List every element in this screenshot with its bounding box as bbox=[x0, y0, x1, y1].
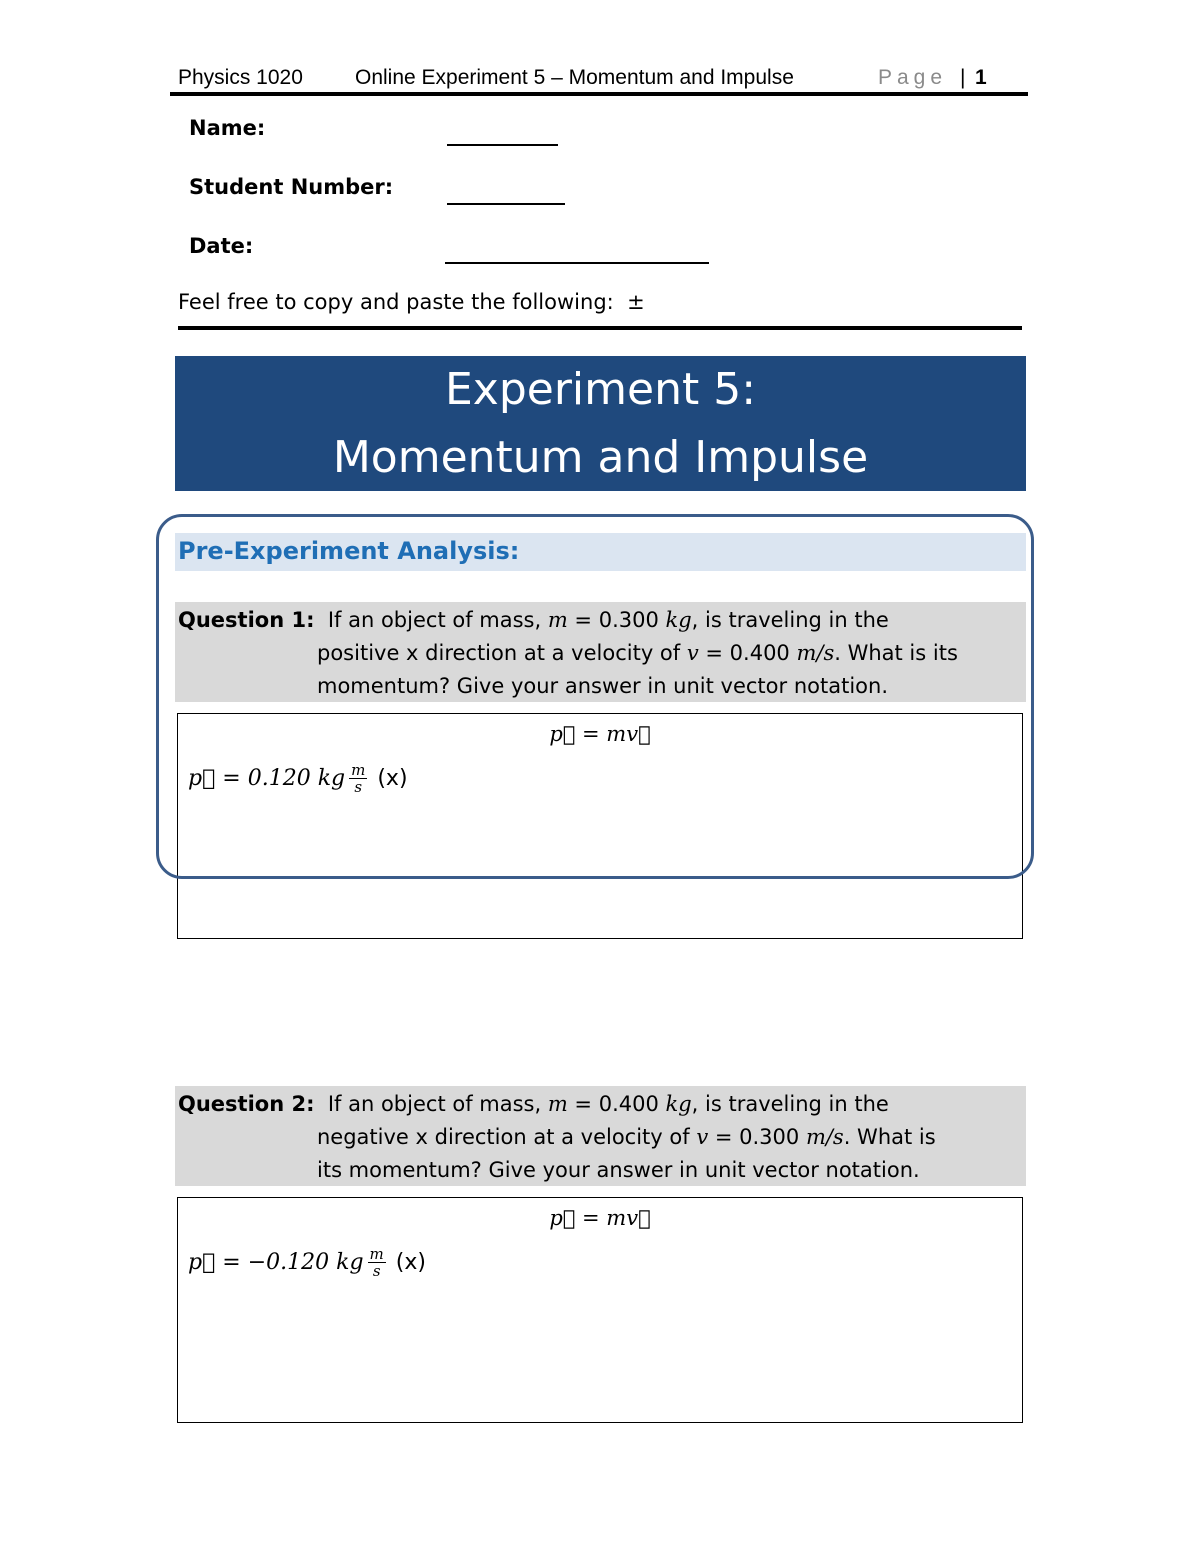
callout-highlight bbox=[156, 514, 1034, 879]
q2-text: If an object of mass, bbox=[327, 1092, 548, 1116]
banner-line2: Momentum and Impulse bbox=[332, 432, 869, 483]
q1-text-post: , is traveling in the bbox=[691, 608, 889, 632]
header-separator: | bbox=[960, 66, 966, 89]
answer-2-formula: p⃗ = mv⃗ bbox=[549, 1206, 651, 1230]
q2-v-value: 0.300 bbox=[739, 1125, 806, 1149]
banner-line1: Experiment 5: bbox=[444, 364, 757, 415]
header-page-number: 1 bbox=[975, 66, 987, 89]
q2-eq: = bbox=[567, 1092, 599, 1116]
name-field-line[interactable] bbox=[447, 144, 558, 146]
q2-m-value: 0.400 bbox=[598, 1092, 666, 1116]
section-title: Pre-Experiment Analysis: bbox=[178, 537, 520, 565]
answer-2-box[interactable] bbox=[177, 1197, 1023, 1423]
name-label: Name: bbox=[189, 116, 266, 140]
question-2-line3: its momentum? Give your answer in unit vector notation. bbox=[317, 1158, 920, 1182]
q1-line2-post: . What is its bbox=[834, 641, 958, 665]
question-1-label: Question 1: bbox=[178, 608, 315, 632]
q1-eq: = bbox=[567, 608, 599, 632]
q1-line2-pre: positive x direction at a velocity of bbox=[317, 641, 687, 665]
student-number-field-line[interactable] bbox=[447, 203, 565, 205]
answer-1-frac-den: s bbox=[354, 778, 363, 796]
q1-v-symbol: v bbox=[686, 641, 699, 665]
answer-2-fraction bbox=[368, 1246, 386, 1279]
copy-note-rule bbox=[178, 326, 1022, 330]
q2-v-symbol: v bbox=[696, 1125, 709, 1149]
q1-text: If an object of mass, bbox=[327, 608, 548, 632]
question-2-line1 bbox=[178, 1088, 889, 1121]
header-title: Online Experiment 5 – Momentum and Impulse bbox=[355, 66, 794, 89]
header-course: Physics 1020 bbox=[178, 66, 303, 89]
answer-2-direction: (x) bbox=[395, 1250, 426, 1275]
q1-v-unit: m/s bbox=[796, 641, 835, 665]
answer-1-unit: kg bbox=[317, 766, 346, 791]
q1-v-value: 0.400 bbox=[729, 641, 797, 665]
question-2-line2 bbox=[317, 1121, 936, 1154]
question-1-line3: momentum? Give your answer in unit vector notation. bbox=[317, 674, 888, 698]
student-number-label: Student Number: bbox=[189, 175, 394, 199]
date-label: Date: bbox=[189, 234, 254, 258]
q2-text-post: , is traveling in the bbox=[691, 1092, 889, 1116]
q1-m-value: 0.300 bbox=[598, 608, 666, 632]
question-2-label: Question 2: bbox=[178, 1092, 315, 1116]
answer-2-unit: kg bbox=[336, 1250, 364, 1275]
q2-v-unit: m/s bbox=[805, 1125, 844, 1149]
q2-m-symbol: m bbox=[547, 1092, 568, 1116]
answer-2-value bbox=[188, 1246, 426, 1279]
answer-1-frac-num: m bbox=[351, 761, 366, 779]
q1-m-unit: kg bbox=[665, 608, 692, 632]
q1-m-symbol: m bbox=[547, 608, 568, 632]
answer-1-lhs: p⃗ = 0.120 bbox=[188, 766, 318, 791]
date-field-line[interactable] bbox=[445, 262, 709, 264]
copy-note: Feel free to copy and paste the following: ± bbox=[178, 290, 645, 314]
answer-2-lhs: p⃗ = −0.120 bbox=[188, 1250, 337, 1275]
header-page-word: Page bbox=[878, 66, 948, 89]
q2-line2-post: . What is bbox=[843, 1125, 936, 1149]
header-rule bbox=[170, 92, 1028, 96]
answer-1-direction: (x) bbox=[377, 766, 408, 791]
answer-2-frac-num: m bbox=[369, 1245, 384, 1263]
q2-m-unit: kg bbox=[665, 1092, 692, 1116]
q2-line2-pre: negative x direction at a velocity of bbox=[317, 1125, 697, 1149]
title-banner bbox=[175, 356, 1026, 491]
question-2-box bbox=[175, 1086, 1026, 1186]
answer-1-formula: p⃗ = mv⃗ bbox=[549, 722, 651, 746]
q1-eq2: = bbox=[698, 641, 730, 665]
answer-2-frac-den: s bbox=[372, 1262, 381, 1280]
q2-eq2: = bbox=[708, 1125, 740, 1149]
